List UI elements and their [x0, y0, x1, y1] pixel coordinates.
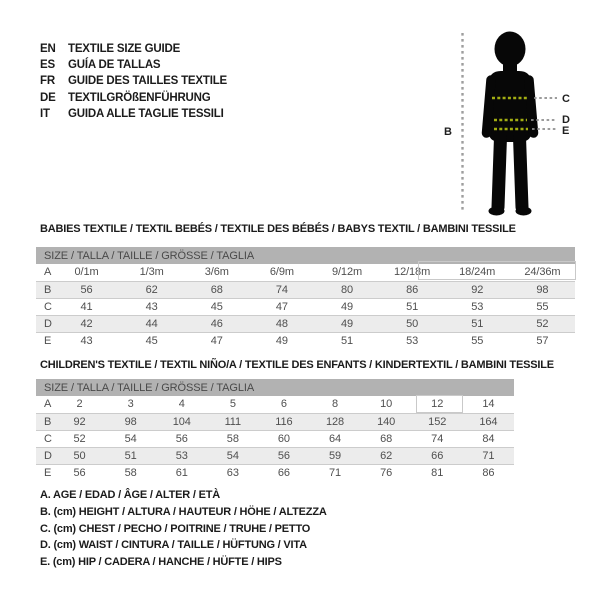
table-cell: 54	[207, 447, 258, 464]
table-cell: 50	[380, 315, 445, 332]
table-cell: 57	[536, 334, 549, 347]
table-cell: 51	[105, 447, 156, 464]
table-row	[36, 464, 514, 481]
language-row-fr	[40, 73, 227, 89]
language-row-es	[40, 57, 227, 73]
table-cell: 104	[156, 413, 207, 430]
table-cell: 86	[482, 466, 495, 479]
waist-label: D	[562, 114, 570, 126]
table-cell: 54	[105, 430, 156, 447]
table-cell: 49	[314, 298, 379, 315]
language-code: ES	[40, 59, 55, 72]
table-cell: 55	[471, 334, 484, 347]
row-label: C	[36, 430, 54, 447]
language-label: GUIDE DES TAILLES TEXTILE	[68, 75, 227, 88]
language-row-it	[40, 106, 227, 122]
table-cell: 44	[119, 315, 184, 332]
table-cell: 64	[309, 430, 360, 447]
table-cell: 49	[314, 315, 379, 332]
table-cell: 61	[175, 466, 188, 479]
table-cell: 81	[431, 466, 444, 479]
table-cell: 4	[156, 396, 207, 413]
table-cell: 52	[54, 430, 105, 447]
row-label: D	[36, 447, 54, 464]
table-cell: 42	[54, 315, 119, 332]
language-row-de	[40, 90, 227, 106]
table-row	[36, 281, 575, 298]
row-label: D	[36, 315, 54, 332]
table-cell: 66	[412, 447, 463, 464]
table-cell: 2	[54, 396, 105, 413]
size-header-bar: SIZE / TALLA / TAILLE / GRÖSSE / TAGLIA	[36, 247, 575, 264]
table-cell: 98	[510, 281, 575, 298]
row-label: A	[36, 396, 54, 413]
table-cell: 10	[361, 396, 412, 413]
table-cell: 66	[277, 466, 290, 479]
table-cell: 92	[54, 413, 105, 430]
table-cell: 92	[445, 281, 510, 298]
table-row	[36, 447, 514, 464]
legend-line-chest: C. (cm) CHEST / PECHO / POITRINE / TRUHE / PETTO	[40, 522, 311, 535]
table-cell: 3/6m	[184, 264, 249, 281]
table-cell: 111	[207, 413, 258, 430]
table-cell: 53	[445, 298, 510, 315]
language-row-en	[40, 41, 227, 57]
language-label: GUÍA DE TALLAS	[68, 59, 161, 72]
table-cell: 58	[207, 430, 258, 447]
table-cell: 71	[463, 447, 514, 464]
child-silhouette-icon	[487, 32, 534, 216]
table-cell: 53	[406, 334, 419, 347]
table-cell: 128	[309, 413, 360, 430]
table-cell: 24/36m	[510, 264, 575, 281]
table-cell: 9/12m	[314, 264, 379, 281]
table-cell: 60	[258, 430, 309, 447]
language-label: GUIDA ALLE TAGLIE TESSILI	[68, 107, 224, 120]
height-label: B	[444, 126, 452, 138]
table-cell: 52	[510, 315, 575, 332]
children-section-title: CHILDREN'S TEXTILE / TEXTIL NIÑO/A / TEXTILE DES ENFANTS / KINDERTEXTIL / BAMBINI TESSILE	[40, 359, 554, 371]
table-cell: 43	[119, 298, 184, 315]
size-header-bar: SIZE / TALLA / TAILLE / GRÖSSE / TAGLIA	[36, 379, 514, 396]
language-label: TEXTILE SIZE GUIDE	[68, 43, 181, 55]
cell-highlight-box	[416, 395, 463, 413]
table-cell: 18/24m	[445, 264, 510, 281]
table-cell: 80	[314, 281, 379, 298]
language-code: FR	[40, 75, 55, 88]
table-row	[36, 298, 575, 315]
table-row	[36, 332, 575, 349]
table-cell: 45	[184, 298, 249, 315]
table-header-row	[36, 379, 514, 396]
table-cell: 46	[184, 315, 249, 332]
row-label: B	[36, 413, 54, 430]
table-cell: 63	[226, 466, 239, 479]
table-cell: 59	[309, 447, 360, 464]
table-cell: 47	[210, 334, 223, 347]
language-label: TEXTILGRÖßENFÜHRUNG	[68, 91, 211, 104]
row-label: E	[44, 334, 52, 347]
table-cell: 51	[340, 334, 354, 347]
table-row	[36, 315, 575, 332]
table-row	[36, 430, 514, 447]
table-cell: 14	[463, 396, 514, 413]
table-cell: 74	[412, 430, 463, 447]
babies-section-title: BABIES TEXTILE / TEXTIL BEBÉS / TEXTILE DES BÉBÉS / BABYS TEXTIL / BAMBINI TESSILE	[40, 223, 516, 235]
table-cell: 98	[105, 413, 156, 430]
table-cell: 62	[119, 281, 184, 298]
language-code: EN	[40, 43, 56, 55]
legend-line-waist: D. (cm) WAIST / CINTURA / TAILLE / HÜFTUNG / VITA	[40, 539, 307, 552]
table-cell: 41	[54, 298, 119, 315]
table-cell: 71	[328, 466, 342, 479]
chest-label: C	[562, 93, 570, 105]
table-cell: 1/3m	[119, 264, 184, 281]
cell-highlight-box	[418, 261, 576, 280]
table-cell: 45	[145, 334, 158, 347]
language-list	[40, 41, 227, 122]
table-cell: 55	[510, 298, 575, 315]
table-cell: 68	[361, 430, 412, 447]
table-cell: 48	[249, 315, 314, 332]
child-measurement-figure	[430, 15, 600, 225]
table-cell: 164	[463, 413, 514, 430]
legend-line-height: B. (cm) HEIGHT / ALTURA / HAUTEUR / HÖHE / ALTEZZA	[40, 505, 327, 518]
table-cell: 8	[309, 396, 360, 413]
table-cell: 86	[380, 281, 445, 298]
table-cell: 56	[73, 466, 86, 479]
table-cell: 51	[380, 298, 445, 315]
table-cell: 116	[258, 413, 309, 430]
table-cell: 0/1m	[54, 264, 119, 281]
table-cell: 76	[380, 466, 393, 479]
row-label: E	[44, 466, 52, 479]
table-cell: 56	[156, 430, 207, 447]
legend-line-age: A. AGE / EDAD / ÂGE / ALTER / ETÀ	[40, 489, 221, 501]
legend-line-hip: E. (cm) HIP / CADERA / HANCHE / HÜFTE / HIPS	[40, 556, 282, 569]
row-label: C	[36, 298, 54, 315]
row-label: A	[36, 264, 54, 281]
table-cell: 74	[249, 281, 314, 298]
table-cell: 47	[249, 298, 314, 315]
hip-label: E	[562, 125, 570, 137]
table-cell: 56	[54, 281, 119, 298]
row-label: B	[36, 281, 54, 298]
language-code: DE	[40, 91, 56, 104]
table-cell: 6/9m	[249, 264, 314, 281]
table-cell: 62	[361, 447, 412, 464]
table-cell: 84	[463, 430, 514, 447]
table-cell: 49	[275, 334, 288, 347]
language-code: IT	[40, 107, 50, 120]
table-cell: 58	[124, 466, 137, 479]
table-cell: 56	[258, 447, 309, 464]
table-cell: 140	[361, 413, 412, 430]
table-cell: 68	[184, 281, 249, 298]
measurement-legend	[40, 487, 327, 571]
table-cell: 43	[80, 334, 93, 347]
table-cell: 53	[156, 447, 207, 464]
table-cell: 152	[412, 413, 463, 430]
table-cell: 3	[105, 396, 156, 413]
table-cell: 5	[207, 396, 258, 413]
table-cell: 12/18m	[380, 264, 445, 281]
table-cell: 6	[258, 396, 309, 413]
table-row	[36, 413, 514, 430]
table-cell: 51	[445, 315, 510, 332]
table-cell: 50	[54, 447, 105, 464]
table-cell: 12	[412, 396, 463, 413]
